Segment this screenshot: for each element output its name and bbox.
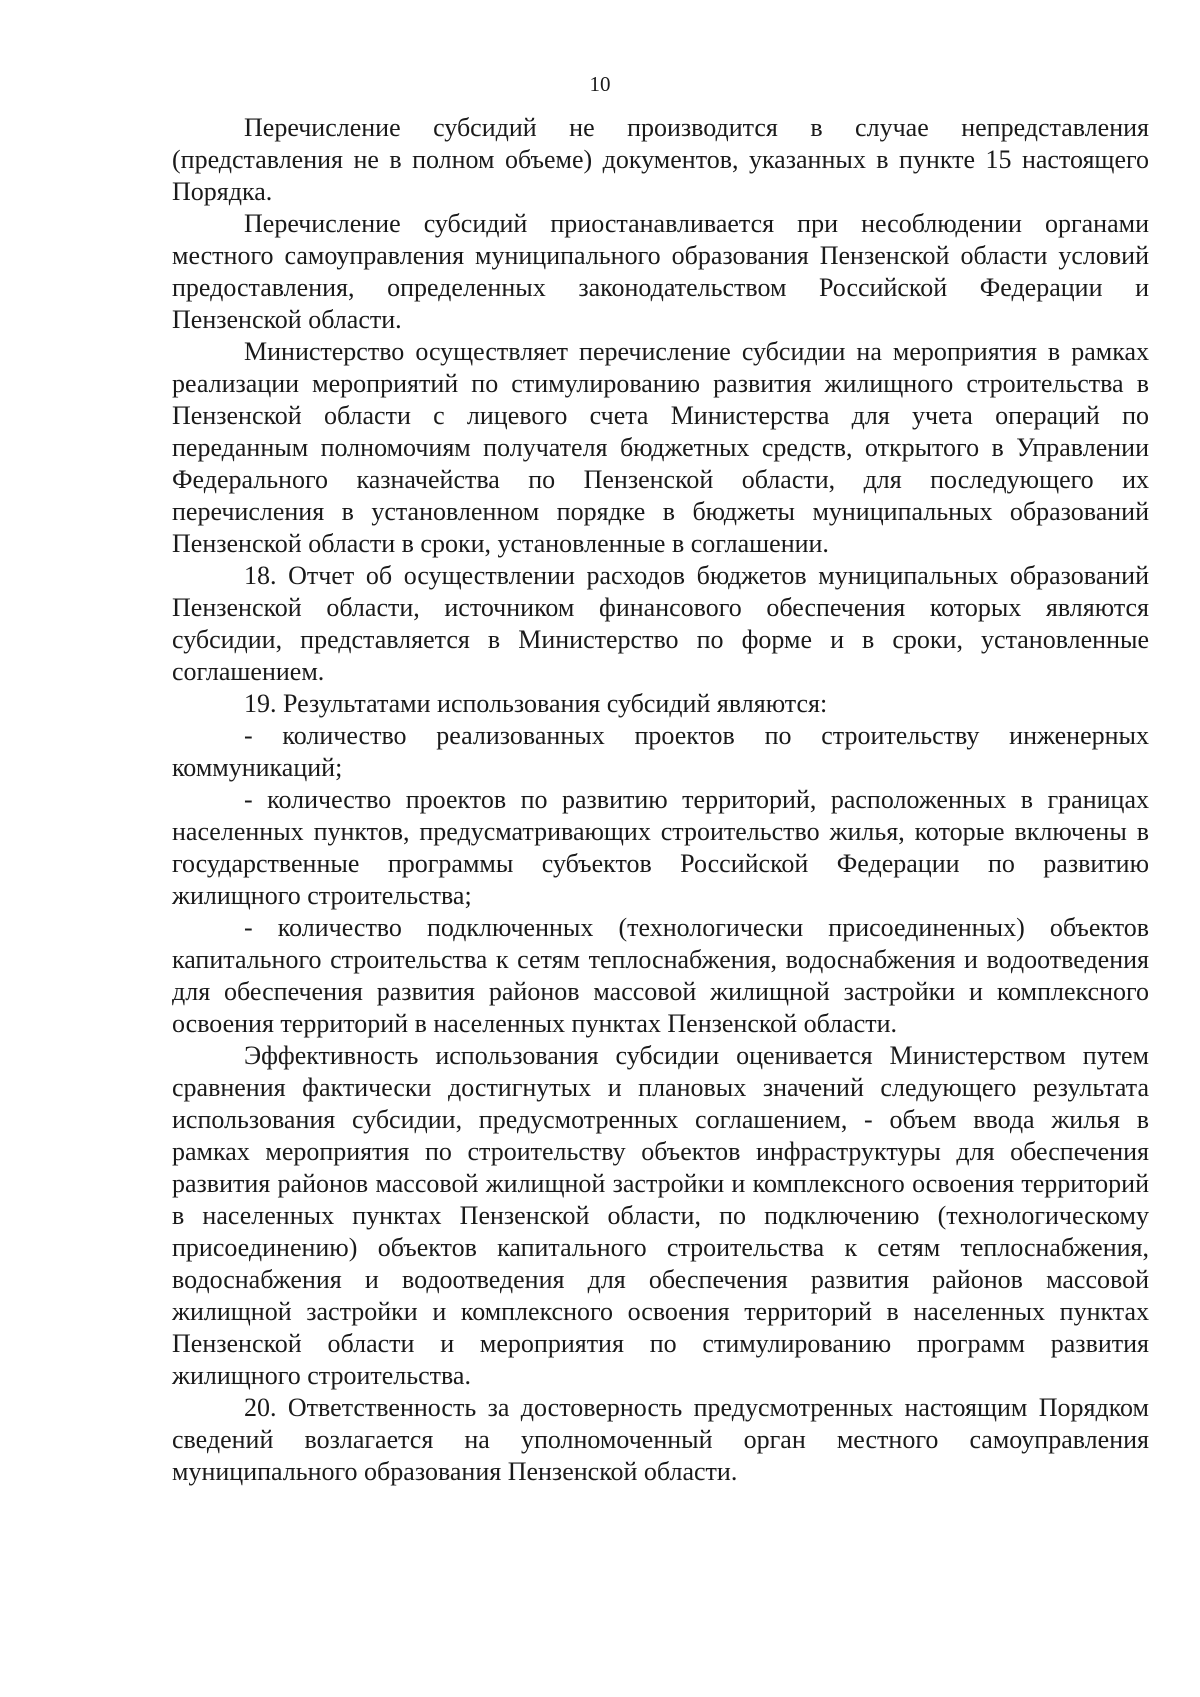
paragraph-item-19-results: 19. Результатами использования субсидий являются: — [244, 689, 828, 718]
paragraph-efficiency-assessment: Эффективность использования субсидии оценивается Министерством путем сравнения фактически достигнутых и плановых значений следующего результата использования субсидии, предусмотренных соглашением, - объем ввода жилья в рамках мероприятия по строительству объектов инфраструктуры для обеспечения развития районов массовой жилищной застройки и комплексного освоения территорий в населенных пунктах Пензенской области, по подключению (технологическому присоединению) объектов капитального строительства к сетям теплоснабжения, водоснабжения и водоотведения для обеспечения развития районов массовой жилищной застройки и комплексного освоения территорий в населенных пунктах Пензенской области и мероприятия по стимулированию программ развития жилищного строительства. — [172, 1041, 1149, 1390]
list-item-engineering-projects: - количество реализованных проектов по строительству инженерных коммуникаций; — [172, 721, 1149, 782]
document-body — [172, 112, 1149, 1488]
paragraph-transfer-refusal: Перечисление субсидий не производится в случае непредставления (представления не в полном объеме) документов, указанных в пункте 15 настоящего Порядка. — [172, 113, 1149, 206]
paragraph-item-20-responsibility: 20. Ответственность за достоверность предусмотренных настоящим Порядком сведений возлагается на уполномоченный орган местного самоуправления муниципального образования Пензенской области. — [172, 1393, 1149, 1486]
page-number: 10 — [589, 72, 611, 96]
list-item-connected-objects: - количество подключенных (технологически присоединенных) объектов капитального строительства к сетям теплоснабжения, водоснабжения и водоотведения для обеспечения развития районов массовой жилищной застройки и комплексного освоения территорий в населенных пунктах Пензенской области. — [172, 913, 1149, 1038]
paragraph-transfer-suspension: Перечисление субсидий приостанавливается при несоблюдении органами местного самоуправления муниципального образования Пензенской области условий предоставления, определенных законодательством Российской Федерации и Пензенской области. — [172, 209, 1149, 334]
paragraph-item-18-report: 18. Отчет об осуществлении расходов бюджетов муниципальных образований Пензенской области, источником финансового обеспечения которых являются субсидии, представляется в Министерство по форме и в сроки, установленные соглашением. — [172, 561, 1149, 686]
list-item-territory-projects: - количество проектов по развитию территорий, расположенных в границах населенных пунктов, предусматривающих строительство жилья, которые включены в государственные программы субъектов Российской Федерации по развитию жилищного строительства; — [172, 785, 1149, 910]
paragraph-ministry-transfer: Министерство осуществляет перечисление субсидии на мероприятия в рамках реализации мероприятий по стимулированию развития жилищного строительства в Пензенской области с лицевого счета Министерства для учета операций по переданным полномочиям получателя бюджетных средств, открытого в Управлении Федерального казначейства по Пензенской области, для последующего их перечисления в установленном порядке в бюджеты муниципальных образований Пензенской области в сроки, установленные в соглашении. — [172, 337, 1149, 558]
